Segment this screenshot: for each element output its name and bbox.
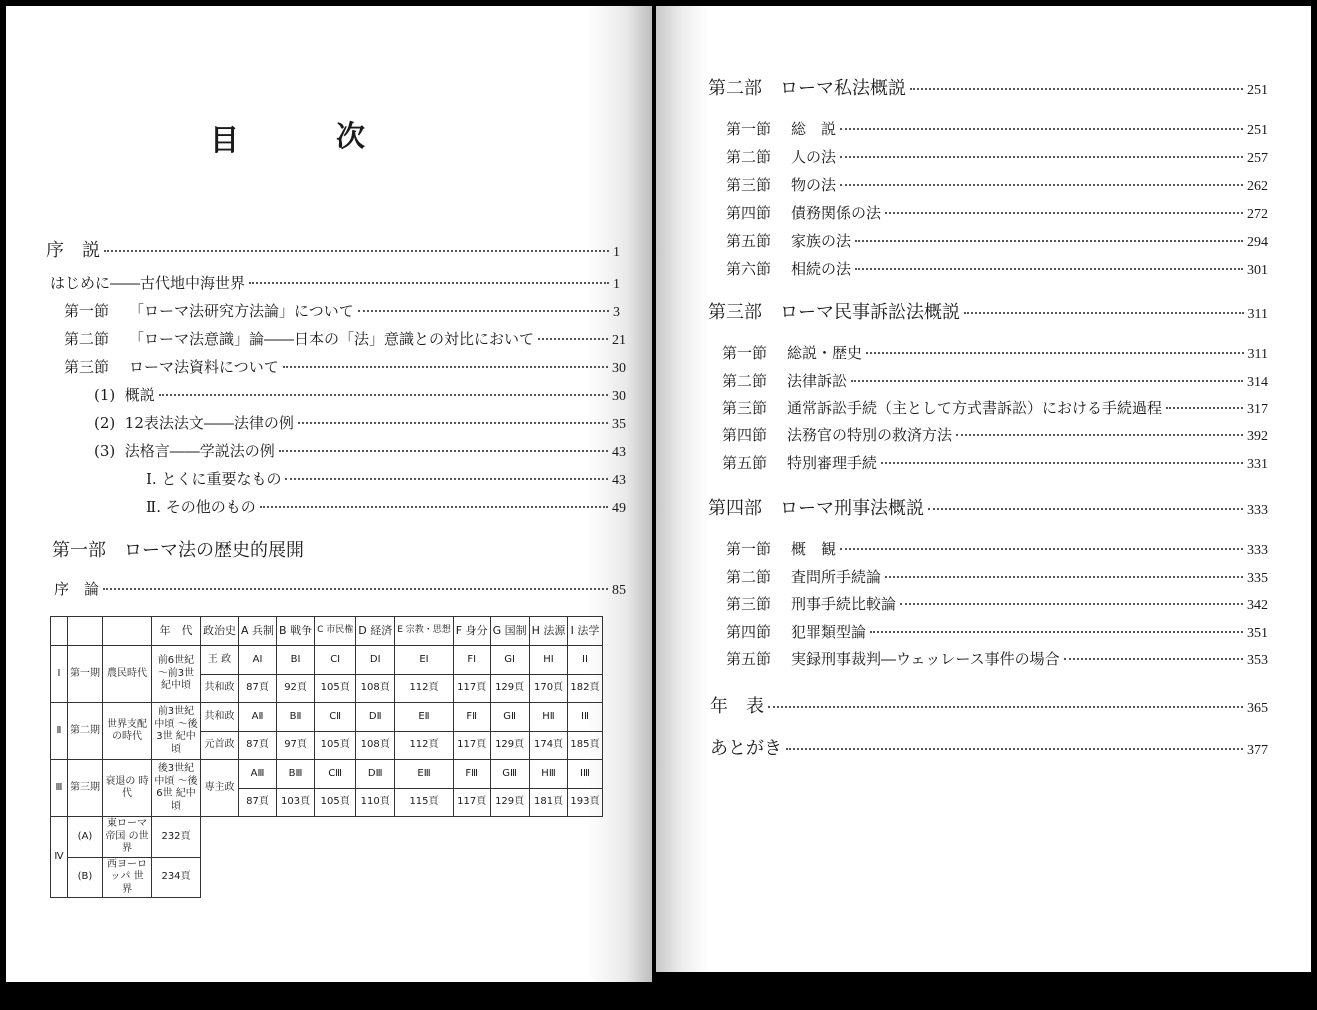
toc-entry-afterword[interactable]: あとがき 377	[710, 738, 1268, 759]
toc-entry[interactable]: 第五節 特別審理手続 331	[722, 454, 1268, 472]
toc-entry[interactable]: 第二節 査問所手続論 335	[726, 568, 1268, 586]
toc-entry[interactable]: 第三節 ローマ法資料について 30	[64, 358, 626, 376]
toc-entry-chronology[interactable]: 年 表 365	[710, 696, 1268, 717]
toc-entry[interactable]: 第一節 総説・歴史 311	[722, 344, 1268, 362]
toc-entry[interactable]: (3) 法格言――学説法の例 43	[94, 442, 626, 460]
table-row: Ⅰ 第一期 農民時代 前6世紀 ～前3世 紀中頃 王 政 AⅠ BⅠ CⅠ DⅠ EⅠ FⅠ GⅠ HⅠ IⅠ	[51, 646, 603, 675]
toc-entry[interactable]: 第一節 「ローマ法研究方法論」について 3	[64, 302, 620, 320]
col-header: 政治史	[201, 617, 239, 646]
toc-title-moku: 目	[210, 123, 240, 157]
col-header: I 法学	[568, 617, 602, 646]
toc-entry[interactable]: Ⅰ. とくに重要なもの 43	[146, 470, 626, 488]
col-header: A 兵制	[239, 617, 277, 646]
part-one-heading[interactable]: 第一部 ローマ法の歴史的展開	[52, 540, 304, 561]
col-header: H 法源	[529, 617, 568, 646]
col-header: C 市民権	[315, 617, 356, 646]
toc-entry[interactable]: (2) 12表法法文――法律の例 35	[94, 414, 626, 432]
col-header: F 身分	[453, 617, 490, 646]
toc-entry[interactable]: 第四節 債務関係の法 272	[726, 204, 1268, 222]
col-header: 年 代	[152, 617, 201, 646]
toc-entry[interactable]: 第二節 「ローマ法意識」論――日本の「法」意識との対比において 21	[64, 330, 626, 348]
toc-title-ji: 次	[336, 119, 366, 153]
table-row: 87頁 103頁 105頁 110頁 115頁 117頁 129頁 181頁 193頁	[51, 788, 603, 817]
col-header: B 戦争	[277, 617, 315, 646]
toc-entry[interactable]: 第二節 人の法 257	[726, 148, 1268, 166]
toc-entry[interactable]: 第五節 実録刑事裁判―ウェッレース事件の場合 353	[726, 650, 1268, 668]
table-row: 元首政 87頁 97頁 105頁 108頁 112頁 117頁 129頁 174頁 185頁	[51, 731, 603, 760]
toc-entry-preface[interactable]: 序 説 1	[46, 240, 620, 261]
part-four-heading[interactable]: 第四部 ローマ刑事法概説 333	[708, 498, 1268, 519]
col-header: D 経済	[356, 617, 395, 646]
toc-entry[interactable]: 第一節 概 観 333	[726, 540, 1268, 558]
toc-entry[interactable]: 第四節 犯罪類型論 351	[726, 623, 1268, 641]
right-page	[656, 6, 1311, 972]
table-row: 共和政 87頁 92頁 105頁 108頁 112頁 117頁 129頁 170頁 182頁	[51, 674, 603, 703]
table-row: (B) 西ヨーロッパ 世 界 234頁	[51, 857, 603, 898]
part-two-heading[interactable]: 第二部 ローマ私法概説 251	[708, 78, 1268, 99]
toc-entry[interactable]: 第三節 刑事手続比較論 342	[726, 595, 1268, 613]
toc-entry[interactable]: Ⅱ. その他のもの 49	[146, 498, 626, 516]
toc-entry[interactable]: 第三節 物の法 262	[726, 176, 1268, 194]
toc-entry[interactable]: 第三節 通常訴訟手続（主として方式書訴訟）における手続過程 317	[722, 399, 1268, 417]
col-header: G 国制	[490, 617, 529, 646]
left-page	[6, 6, 652, 982]
toc-entry[interactable]: 第四節 法務官の特別の救済方法 392	[722, 426, 1268, 444]
table-row: Ⅳ (A) 東ローマ帝国 の世界 232頁	[51, 817, 603, 858]
part-three-heading[interactable]: 第三部 ローマ民事訴訟法概説 311	[708, 302, 1268, 323]
col-header: E 宗教・思想	[395, 617, 454, 646]
table-row: Ⅲ 第三期 衰退の 時代 後3世紀 中頃 ～後6世 紀中頃 専主政 AⅢ BⅢ CⅢ DⅢ EⅢ FⅢ GⅢ HⅢ IⅢ	[51, 760, 603, 789]
toc-entry[interactable]: はじめに――古代地中海世界 1	[50, 274, 620, 292]
toc-entry[interactable]: 第五節 家族の法 294	[726, 232, 1268, 250]
toc-entry[interactable]: 第二節 法律訴訟 314	[722, 372, 1268, 390]
table-row: Ⅱ 第二期 世界支配 の時代 前3世紀 中頃 ～後3世 紀中頃 共和政 AⅡ BⅡ CⅡ DⅡ EⅡ FⅡ GⅡ HⅡ IⅡ	[51, 703, 603, 732]
toc-entry[interactable]: 第六節 相続の法 301	[726, 260, 1268, 278]
toc-entry[interactable]: 第一節 総 説 251	[726, 120, 1268, 138]
toc-entry[interactable]: (1) 概説 30	[94, 386, 626, 404]
era-table	[50, 616, 603, 898]
toc-entry-introduction[interactable]: 序 論 85	[54, 580, 626, 598]
